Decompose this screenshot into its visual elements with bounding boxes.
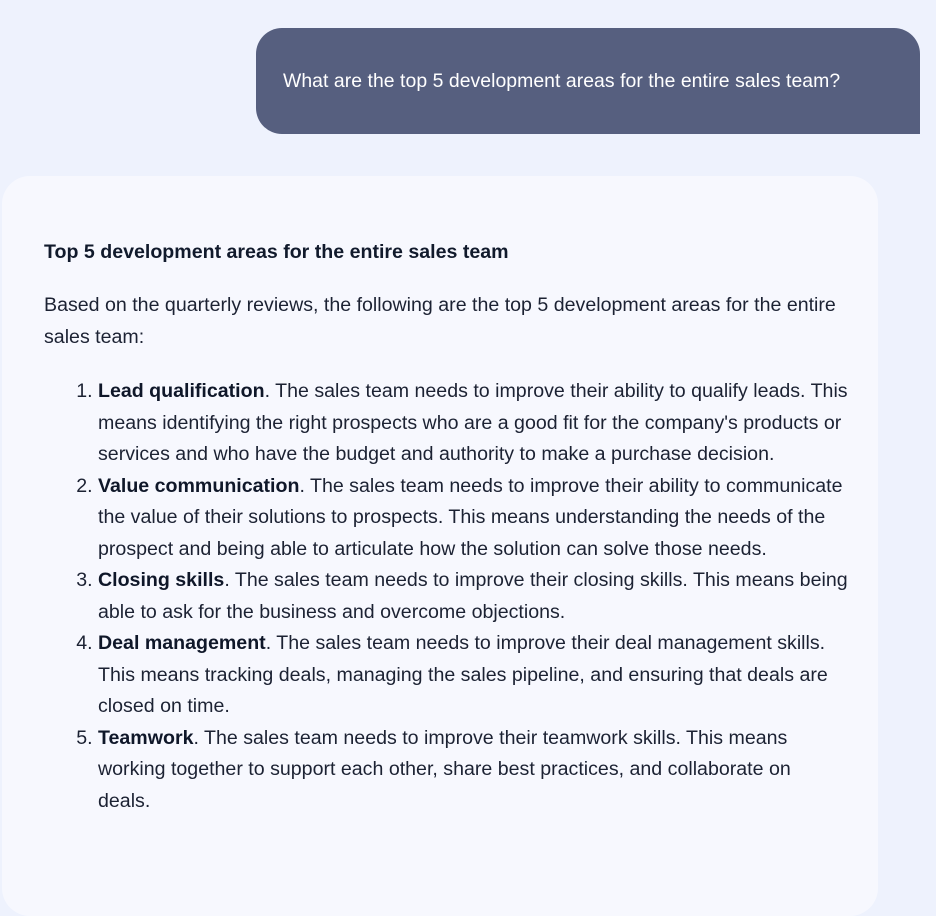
development-area-description: . The sales team needs to improve their ability to qualify leads. This means identifying the right prospects who are a good fit for the company's products or services and who have the budget and authority to make a purchase decision. xyxy=(98,380,848,465)
development-area-item xyxy=(98,628,848,723)
user-message-bubble xyxy=(256,28,920,134)
development-area-name: Lead qualification xyxy=(98,380,265,402)
development-area-name: Closing skills xyxy=(98,569,225,591)
assistant-answer-card xyxy=(2,176,878,916)
answer-intro: Based on the quarterly reviews, the following are the top 5 development areas for the entire sales team: xyxy=(44,294,836,348)
development-area-item xyxy=(98,471,848,566)
development-area-name: Teamwork xyxy=(98,726,194,749)
development-area-item xyxy=(98,376,848,471)
development-areas-list xyxy=(44,376,848,817)
development-area-name: Value communication xyxy=(98,474,300,497)
development-area-name: Deal management xyxy=(98,632,266,654)
user-message-text: What are the top 5 development areas for the entire sales team? xyxy=(283,69,841,92)
development-area-description: . The sales team needs to improve their closing skills. This means being able to ask for the business and overcome objections. xyxy=(98,569,848,623)
development-area-description: . The sales team needs to improve their deal management skills. This means tracking deals, managing the sales pipeline, and ensuring that deals are closed on time. xyxy=(98,632,828,717)
development-area-item xyxy=(98,723,848,818)
answer-title: Top 5 development areas for the entire sales team xyxy=(44,241,509,263)
development-area-description: . The sales team needs to improve their teamwork skills. This means working together to support each other, share best practices, and collaborate on deals. xyxy=(98,726,791,812)
development-area-description: . The sales team needs to improve their ability to communicate the value of their solutions to prospects. This means understanding the needs of the prospect and being able to articulate how the solution can solve those needs. xyxy=(98,474,843,560)
development-area-item xyxy=(98,565,848,628)
